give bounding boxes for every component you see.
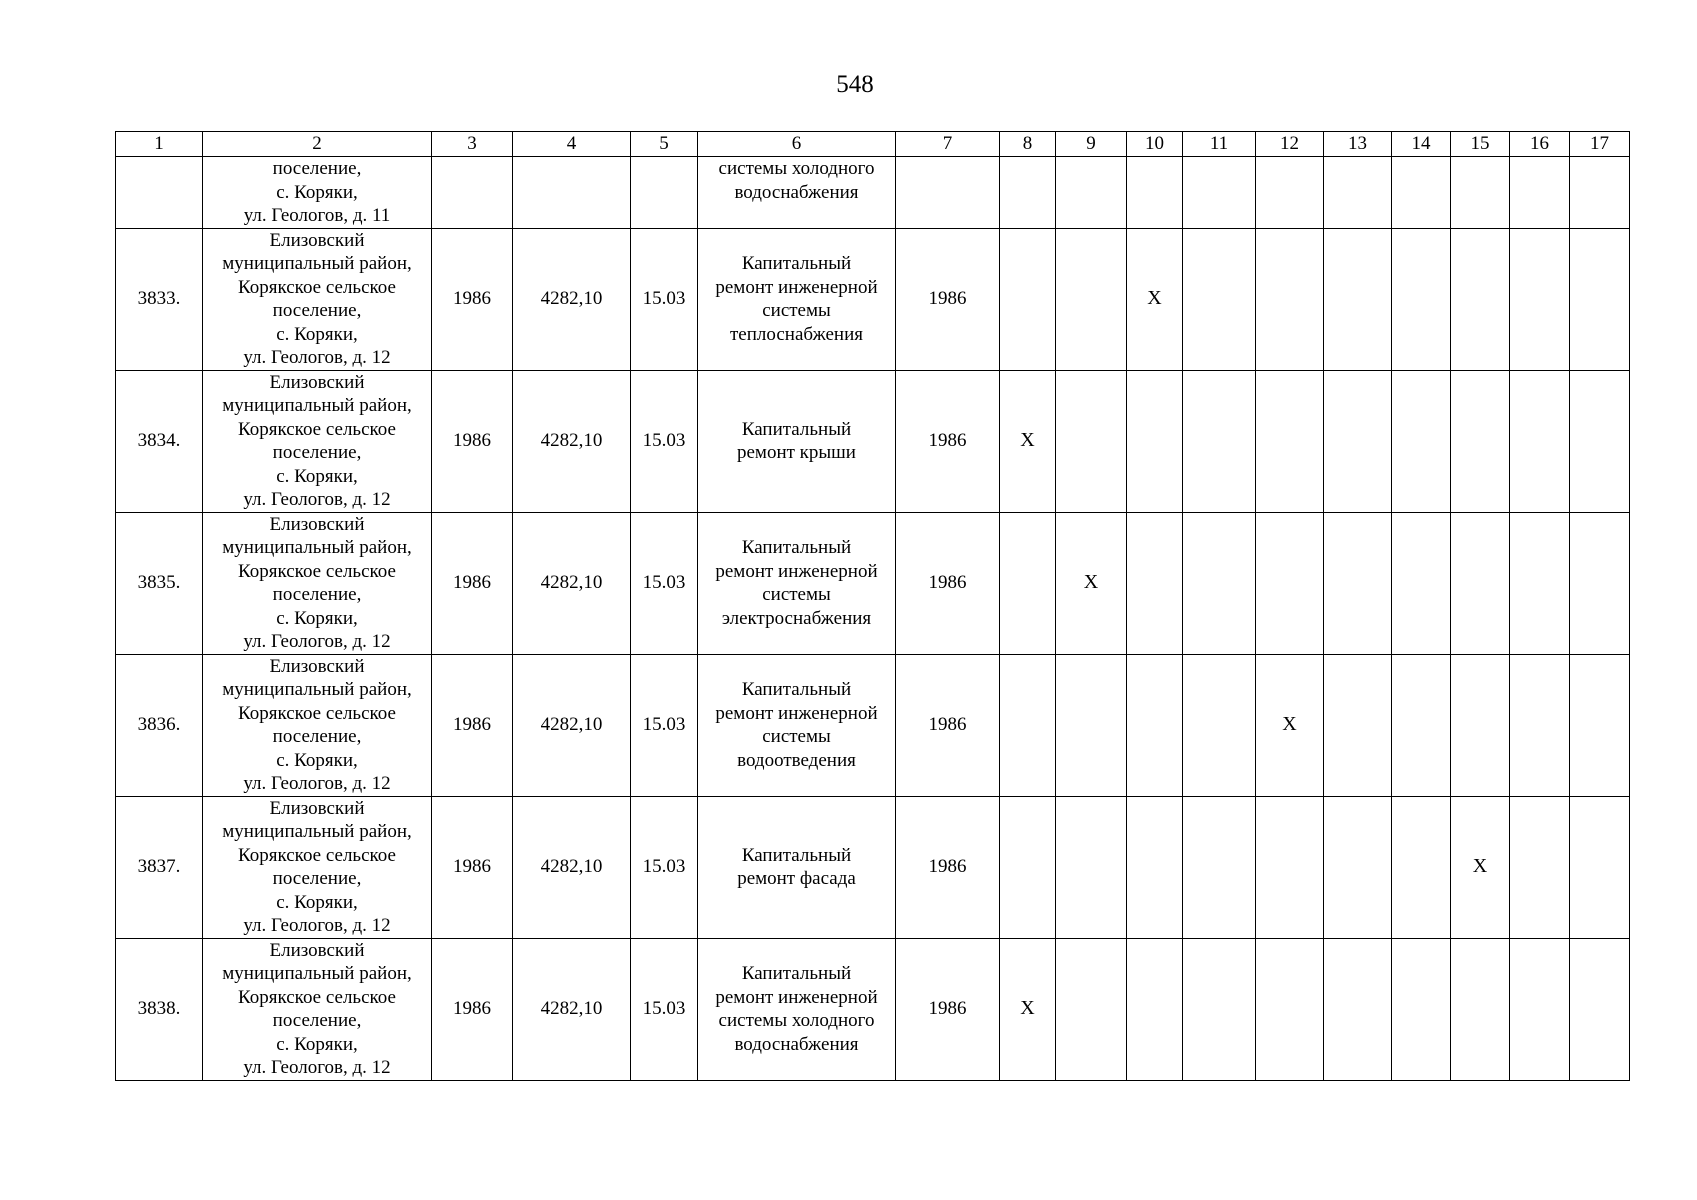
mark-cell (1127, 512, 1183, 654)
mark-cell (1451, 512, 1510, 654)
year-cell: 1986 (432, 228, 513, 370)
mark-cell (1392, 228, 1451, 370)
mark-cell (1324, 512, 1392, 654)
address-line: Корякское сельское (238, 702, 396, 724)
work-line: системы холодного (718, 1010, 875, 1031)
work-line: теплоснабжения (730, 323, 863, 345)
table-row (116, 938, 1630, 1080)
mark-cell (1324, 370, 1392, 512)
code-cell: 15.03 (631, 370, 698, 512)
mark-cell (1056, 938, 1127, 1080)
code-cell: 15.03 (631, 228, 698, 370)
year-cell: 1986 (896, 512, 1000, 654)
column-number: 12 (1256, 132, 1324, 157)
column-number: 15 (1451, 132, 1510, 157)
column-number: 11 (1183, 132, 1256, 157)
year-cell: 1986 (896, 370, 1000, 512)
mark-cell (1324, 157, 1392, 229)
mark-cell (1392, 157, 1451, 229)
work-line: Капитальный (741, 963, 852, 984)
mark-cell (1183, 512, 1256, 654)
address-cell (203, 512, 432, 654)
table-row (116, 796, 1630, 938)
mark-cell (1183, 157, 1256, 229)
address-line: поселение, (272, 300, 362, 321)
column-number: 5 (631, 132, 698, 157)
work-line: системы (762, 300, 831, 321)
work-type-cell (698, 654, 896, 796)
mark-cell (1510, 228, 1570, 370)
work-type-cell (698, 228, 896, 370)
mark-cell: X (1127, 228, 1183, 370)
address-line: с. Коряки, (276, 1033, 358, 1055)
work-line: системы (762, 584, 831, 605)
address-line: ул. Геологов, д. 12 (243, 631, 391, 652)
mark-cell (1056, 796, 1127, 938)
code-cell: 15.03 (631, 796, 698, 938)
mark-cell (1056, 228, 1127, 370)
address-line: муниципальный район, (222, 821, 412, 842)
address-line: муниципальный район, (222, 963, 412, 984)
column-number: 10 (1127, 132, 1183, 157)
address-line: муниципальный район, (222, 395, 412, 416)
row-number-cell: 3835. (116, 512, 203, 654)
mark-cell (1127, 796, 1183, 938)
table-row (116, 228, 1630, 370)
column-number: 7 (896, 132, 1000, 157)
mark-cell (1056, 370, 1127, 512)
address-cell (203, 157, 432, 229)
work-line: электроснабжения (721, 607, 872, 629)
year-cell: 1986 (432, 796, 513, 938)
row-number-cell (116, 157, 203, 229)
work-line: системы (762, 726, 831, 747)
year-cell: 1986 (896, 938, 1000, 1080)
mark-cell (1392, 370, 1451, 512)
address-line: ул. Геологов, д. 12 (243, 915, 391, 936)
address-line: Корякское сельское (238, 986, 396, 1008)
mark-cell (1183, 370, 1256, 512)
code-cell (631, 157, 698, 229)
column-number-row (116, 132, 1630, 157)
work-line: ремонт фасада (737, 868, 856, 889)
mark-cell (1056, 157, 1127, 229)
mark-cell (1510, 938, 1570, 1080)
mark-cell (1324, 796, 1392, 938)
mark-cell (1451, 370, 1510, 512)
mark-cell (1183, 938, 1256, 1080)
address-cell (203, 370, 432, 512)
mark-cell (1324, 228, 1392, 370)
address-line: с. Коряки, (276, 607, 358, 629)
address-line: поселение, (272, 442, 362, 463)
address-line: ул. Геологов, д. 12 (243, 773, 391, 794)
row-number-cell: 3837. (116, 796, 203, 938)
address-line: Корякское сельское (238, 560, 396, 582)
area-cell: 4282,10 (513, 370, 631, 512)
mark-cell (1183, 796, 1256, 938)
table-row (116, 370, 1630, 512)
table-row (116, 512, 1630, 654)
year-cell: 1986 (896, 228, 1000, 370)
work-type-cell (698, 370, 896, 512)
mark-cell (1000, 796, 1056, 938)
work-type-cell (698, 157, 896, 229)
mark-cell (1570, 938, 1630, 1080)
mark-cell (1127, 654, 1183, 796)
mark-cell: X (1056, 512, 1127, 654)
work-line: ремонт инженерной (715, 986, 878, 1008)
mark-cell (1451, 157, 1510, 229)
page-number: 548 (836, 71, 874, 98)
column-number: 16 (1510, 132, 1570, 157)
address-line: муниципальный район, (222, 537, 412, 558)
row-number-cell: 3838. (116, 938, 203, 1080)
address-line: с. Коряки, (276, 323, 358, 345)
row-number-cell: 3834. (116, 370, 203, 512)
address-line: ул. Геологов, д. 11 (243, 205, 391, 226)
work-line: Капитальный (741, 253, 852, 274)
table-row (116, 654, 1630, 796)
address-line: Елизовский (269, 655, 365, 677)
address-line: Корякское сельское (238, 418, 396, 440)
address-line: поселение, (272, 1010, 362, 1031)
mark-cell (1000, 654, 1056, 796)
address-line: поселение, (272, 726, 362, 747)
column-number: 13 (1324, 132, 1392, 157)
area-cell: 4282,10 (513, 654, 631, 796)
mark-cell (1256, 512, 1324, 654)
mark-cell (1324, 654, 1392, 796)
year-cell: 1986 (432, 512, 513, 654)
work-type-cell (698, 512, 896, 654)
column-number: 17 (1570, 132, 1630, 157)
repair-registry-table (115, 131, 1630, 1081)
address-line: с. Коряки, (276, 749, 358, 771)
column-number: 9 (1056, 132, 1127, 157)
mark-cell (1510, 512, 1570, 654)
address-line: Елизовский (269, 513, 365, 535)
address-line: Корякское сельское (238, 844, 396, 866)
mark-cell (1127, 938, 1183, 1080)
code-cell: 15.03 (631, 938, 698, 1080)
mark-cell (1256, 796, 1324, 938)
mark-cell (1392, 512, 1451, 654)
mark-cell (1510, 157, 1570, 229)
work-line: ремонт инженерной (715, 560, 878, 582)
table-body (116, 157, 1630, 1081)
year-cell: 1986 (896, 796, 1000, 938)
mark-cell (1256, 938, 1324, 1080)
mark-cell (1451, 938, 1510, 1080)
mark-cell (1570, 370, 1630, 512)
mark-cell (1056, 654, 1127, 796)
work-line: ремонт крыши (737, 442, 856, 463)
mark-cell (1451, 654, 1510, 796)
mark-cell (1183, 654, 1256, 796)
mark-cell (1570, 796, 1630, 938)
work-line: Капитальный (741, 537, 852, 558)
table-header (116, 132, 1630, 157)
mark-cell (1510, 796, 1570, 938)
work-line: водоснабжения (734, 1033, 859, 1055)
address-line: с. Коряки, (276, 465, 358, 487)
address-line: Елизовский (269, 229, 365, 251)
address-line: с. Коряки, (276, 891, 358, 913)
mark-cell (1570, 157, 1630, 229)
continued-row (116, 157, 1630, 229)
work-line: ремонт инженерной (715, 276, 878, 298)
address-line: с. Коряки, (276, 181, 358, 203)
address-line: ул. Геологов, д. 12 (243, 1057, 391, 1078)
mark-cell (1256, 370, 1324, 512)
year-cell: 1986 (432, 654, 513, 796)
mark-cell: X (1000, 370, 1056, 512)
work-line: Капитальный (741, 418, 852, 440)
year-cell: 1986 (432, 938, 513, 1080)
address-line: Корякское сельское (238, 276, 396, 298)
mark-cell (1451, 228, 1510, 370)
area-cell: 4282,10 (513, 796, 631, 938)
year-cell: 1986 (896, 654, 1000, 796)
year-cell (432, 157, 513, 229)
mark-cell (1127, 157, 1183, 229)
area-cell: 4282,10 (513, 228, 631, 370)
address-line: Елизовский (269, 371, 365, 393)
mark-cell (1570, 512, 1630, 654)
column-number: 2 (203, 132, 432, 157)
mark-cell: X (1256, 654, 1324, 796)
mark-cell (1392, 654, 1451, 796)
work-line: системы холодного (718, 158, 875, 179)
mark-cell (1570, 228, 1630, 370)
address-line: муниципальный район, (222, 679, 412, 700)
mark-cell (1510, 654, 1570, 796)
area-cell (513, 157, 631, 229)
address-cell (203, 796, 432, 938)
mark-cell (1127, 370, 1183, 512)
mark-cell (1392, 938, 1451, 1080)
column-number: 4 (513, 132, 631, 157)
address-line: поселение, (272, 868, 362, 889)
column-number: 14 (1392, 132, 1451, 157)
row-number-cell: 3836. (116, 654, 203, 796)
mark-cell (1256, 228, 1324, 370)
address-cell (203, 654, 432, 796)
column-number: 6 (698, 132, 896, 157)
address-line: муниципальный район, (222, 253, 412, 274)
mark-cell: X (1000, 938, 1056, 1080)
address-cell (203, 938, 432, 1080)
work-type-cell (698, 938, 896, 1080)
mark-cell (1000, 157, 1056, 229)
address-line: ул. Геологов, д. 12 (243, 489, 391, 510)
work-type-cell (698, 796, 896, 938)
mark-cell (1324, 938, 1392, 1080)
mark-cell (1000, 512, 1056, 654)
mark-cell (1183, 228, 1256, 370)
work-line: водоснабжения (734, 181, 859, 203)
column-number: 3 (432, 132, 513, 157)
mark-cell (1510, 370, 1570, 512)
year-cell: 1986 (432, 370, 513, 512)
address-line: поселение, (272, 158, 362, 179)
address-line: ул. Геологов, д. 12 (243, 347, 391, 368)
address-cell (203, 228, 432, 370)
area-cell: 4282,10 (513, 512, 631, 654)
mark-cell (1256, 157, 1324, 229)
row-number-cell: 3833. (116, 228, 203, 370)
area-cell: 4282,10 (513, 938, 631, 1080)
work-line: ремонт инженерной (715, 702, 878, 724)
mark-cell: X (1451, 796, 1510, 938)
column-number: 1 (116, 132, 203, 157)
address-line: Елизовский (269, 797, 365, 819)
work-line: Капитальный (741, 679, 852, 700)
address-line: поселение, (272, 584, 362, 605)
mark-cell (1392, 796, 1451, 938)
column-number: 8 (1000, 132, 1056, 157)
address-line: Елизовский (269, 939, 365, 961)
code-cell: 15.03 (631, 512, 698, 654)
mark-cell (1000, 228, 1056, 370)
mark-cell (1570, 654, 1630, 796)
work-line: Капитальный (741, 844, 852, 866)
year-cell (896, 157, 1000, 229)
work-line: водоотведения (737, 749, 856, 771)
code-cell: 15.03 (631, 654, 698, 796)
